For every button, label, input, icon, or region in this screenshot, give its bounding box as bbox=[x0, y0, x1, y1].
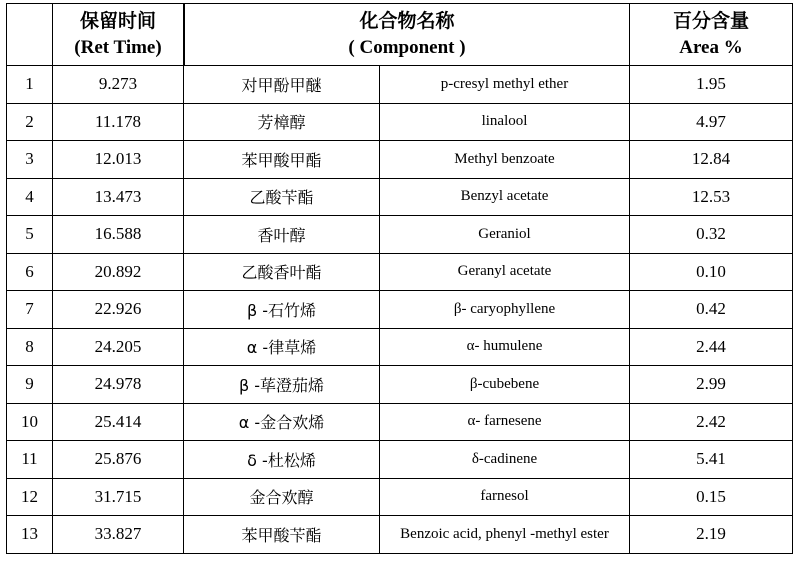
cell-ret-time: 22.926 bbox=[53, 291, 184, 329]
cell-component-en: Geraniol bbox=[380, 216, 630, 254]
cell-component-cn: 对甲酚甲醚 bbox=[184, 66, 380, 104]
header-component-cn: 化合物名称 bbox=[359, 10, 455, 32]
header-area-cn: 百分含量 bbox=[672, 10, 749, 32]
cell-component-cn: 苯甲酸苄酯 bbox=[184, 516, 380, 554]
cell-component-cn: δ -杜松烯 bbox=[184, 441, 380, 479]
cell-index: 8 bbox=[7, 328, 53, 366]
cell-component-en: α- farnesene bbox=[380, 403, 630, 441]
cell-component-en: α- humulene bbox=[380, 328, 630, 366]
header-component-en: ( Component ) bbox=[348, 36, 466, 58]
cell-component-cn: α -金合欢烯 bbox=[184, 403, 380, 441]
cell-area-percent: 5.41 bbox=[630, 441, 793, 479]
cell-area-percent: 2.44 bbox=[630, 328, 793, 366]
cell-component-en: farnesol bbox=[380, 478, 630, 516]
cell-ret-time: 25.414 bbox=[53, 403, 184, 441]
cell-ret-time: 11.178 bbox=[53, 103, 184, 141]
header-area-en: Area % bbox=[679, 36, 743, 58]
cell-component-cn: 芳樟醇 bbox=[184, 103, 380, 141]
cell-index: 5 bbox=[7, 216, 53, 254]
cell-component-cn: α -律草烯 bbox=[184, 328, 380, 366]
cell-index: 7 bbox=[7, 291, 53, 329]
cell-component-cn: 香叶醇 bbox=[184, 216, 380, 254]
cell-area-percent: 2.99 bbox=[630, 366, 793, 404]
cell-area-percent: 0.10 bbox=[630, 253, 793, 291]
cell-component-cn: 金合欢醇 bbox=[184, 478, 380, 516]
cell-area-percent: 4.97 bbox=[630, 103, 793, 141]
cell-component-en: p-cresyl methyl ether bbox=[380, 66, 630, 104]
table-row bbox=[7, 441, 793, 479]
table-row bbox=[7, 253, 793, 291]
header-ret-time bbox=[53, 4, 184, 66]
cell-component-cn: 乙酸苄酯 bbox=[184, 178, 380, 216]
cell-ret-time: 9.273 bbox=[53, 66, 184, 104]
table-row bbox=[7, 403, 793, 441]
cell-area-percent: 0.32 bbox=[630, 216, 793, 254]
cell-index: 1 bbox=[7, 66, 53, 104]
cell-ret-time: 33.827 bbox=[53, 516, 184, 554]
cell-component-en: β- caryophyllene bbox=[380, 291, 630, 329]
cell-area-percent: 0.42 bbox=[630, 291, 793, 329]
cell-area-percent: 0.15 bbox=[630, 478, 793, 516]
cell-index: 3 bbox=[7, 141, 53, 179]
cell-component-cn: 苯甲酸甲酯 bbox=[184, 141, 380, 179]
cell-component-en: β-cubebene bbox=[380, 366, 630, 404]
cell-index: 10 bbox=[7, 403, 53, 441]
table-row bbox=[7, 328, 793, 366]
cell-ret-time: 31.715 bbox=[53, 478, 184, 516]
cell-index: 12 bbox=[7, 478, 53, 516]
cell-ret-time: 25.876 bbox=[53, 441, 184, 479]
cell-component-en: δ-cadinene bbox=[380, 441, 630, 479]
table-row bbox=[7, 66, 793, 104]
cell-ret-time: 20.892 bbox=[53, 253, 184, 291]
header-index bbox=[7, 4, 53, 66]
table-row bbox=[7, 478, 793, 516]
cell-component-cn: β -石竹烯 bbox=[184, 291, 380, 329]
cell-component-en: Geranyl acetate bbox=[380, 253, 630, 291]
cell-index: 9 bbox=[7, 366, 53, 404]
cell-component-cn: 乙酸香叶酯 bbox=[184, 253, 380, 291]
cell-component-cn: β -荜澄茄烯 bbox=[184, 366, 380, 404]
cell-index: 13 bbox=[7, 516, 53, 554]
cell-component-en: Benzyl acetate bbox=[380, 178, 630, 216]
cell-component-en: Benzoic acid, phenyl -methyl ester bbox=[380, 516, 630, 554]
cell-area-percent: 1.95 bbox=[630, 66, 793, 104]
table-row bbox=[7, 216, 793, 254]
table-row bbox=[7, 103, 793, 141]
cell-ret-time: 13.473 bbox=[53, 178, 184, 216]
header-area bbox=[630, 4, 793, 66]
cell-area-percent: 2.19 bbox=[630, 516, 793, 554]
cell-index: 2 bbox=[7, 103, 53, 141]
cell-component-en: Methyl benzoate bbox=[380, 141, 630, 179]
table-row bbox=[7, 516, 793, 554]
cell-area-percent: 12.84 bbox=[630, 141, 793, 179]
cell-index: 4 bbox=[7, 178, 53, 216]
cell-component-en: linalool bbox=[380, 103, 630, 141]
cell-area-percent: 12.53 bbox=[630, 178, 793, 216]
table-row bbox=[7, 366, 793, 404]
table-row bbox=[7, 141, 793, 179]
header-ret-time-en: (Ret Time) bbox=[74, 36, 162, 58]
cell-ret-time: 24.205 bbox=[53, 328, 184, 366]
cell-ret-time: 12.013 bbox=[53, 141, 184, 179]
gc-ms-component-table bbox=[6, 3, 793, 554]
cell-index: 6 bbox=[7, 253, 53, 291]
table-body bbox=[7, 66, 793, 554]
cell-index: 11 bbox=[7, 441, 53, 479]
header-ret-time-cn: 保留时间 bbox=[79, 10, 156, 32]
table-row bbox=[7, 291, 793, 329]
cell-area-percent: 2.42 bbox=[630, 403, 793, 441]
table-row bbox=[7, 178, 793, 216]
cell-ret-time: 24.978 bbox=[53, 366, 184, 404]
cell-ret-time: 16.588 bbox=[53, 216, 184, 254]
header-component bbox=[184, 4, 630, 65]
